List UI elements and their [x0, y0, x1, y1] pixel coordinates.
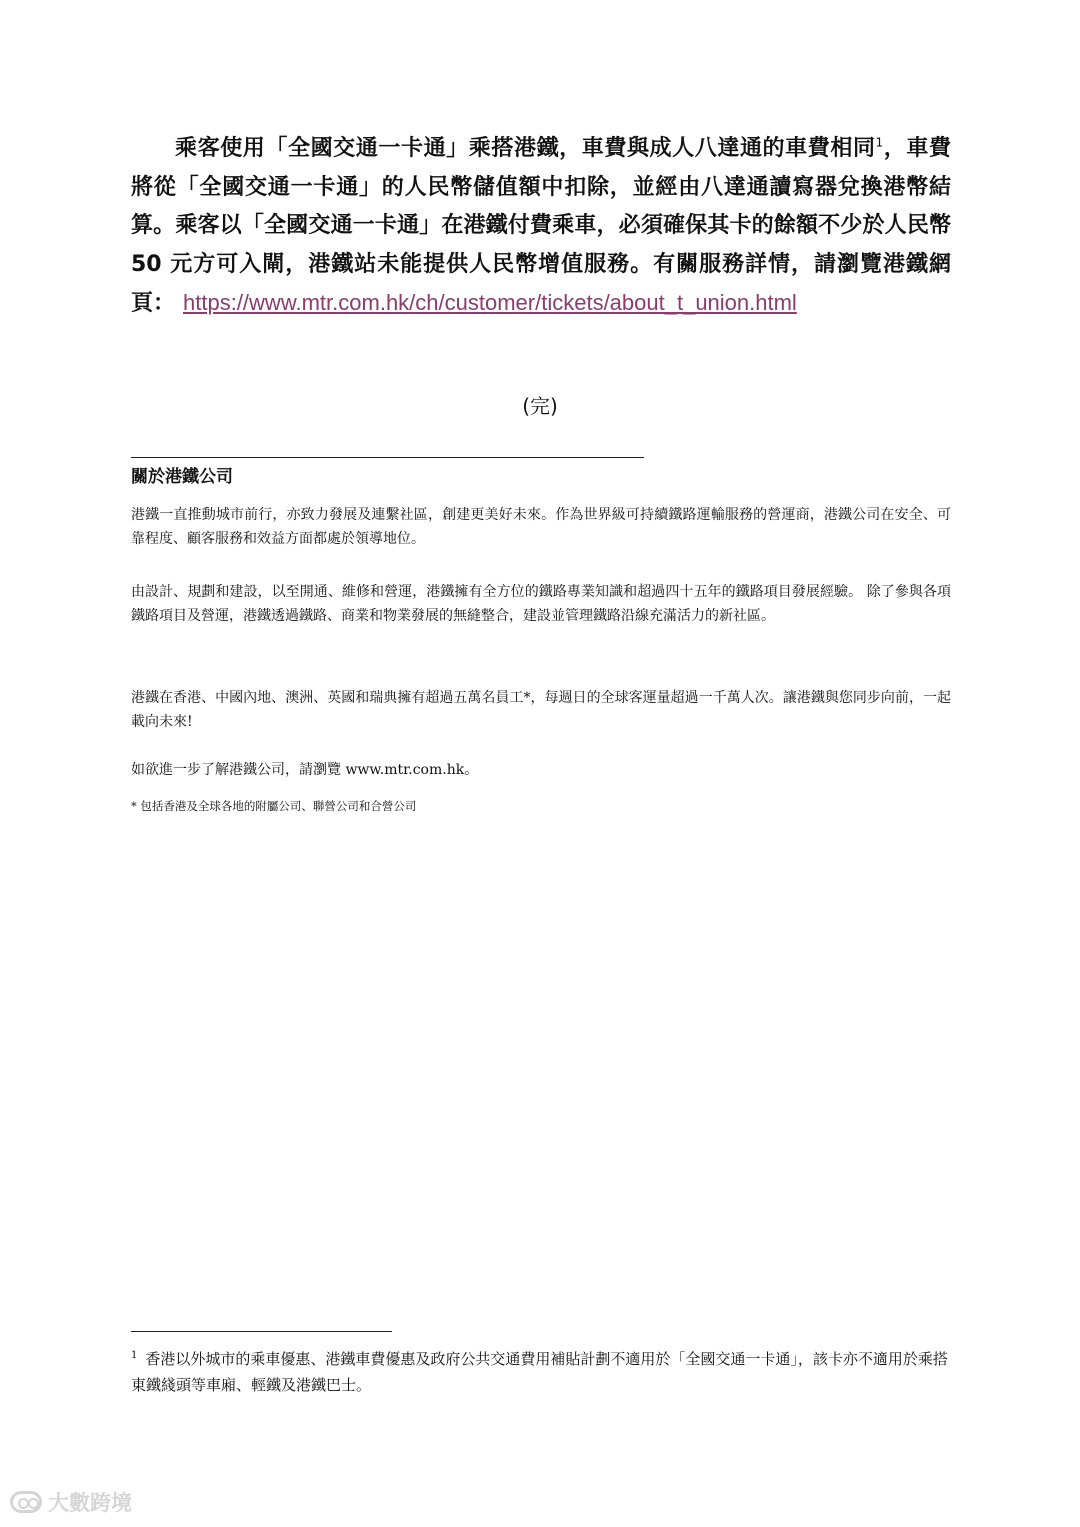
footnote-divider — [131, 1331, 392, 1332]
about-paragraph-4: 如欲進一步了解港鐵公司，請瀏覽 www.mtr.com.hk。 — [131, 762, 479, 778]
star-note: * 包括香港及全球各地的附屬公司、聯營公司和合營公司 — [131, 799, 417, 813]
about-heading: 關於港鐵公司 — [131, 467, 233, 487]
about-paragraph-2: 由設計、規劃和建設，以至開通、維修和營運，港鐵擁有全方位的鐵路專業知識和超過四十五年的鐵路項目發展經驗。 除了參與各項鐵路項目及營運，港鐵透過鐵路、商業和物業發展的無縫整合，建設並管理鐵路沿線充滿活力的新社區。 — [131, 584, 951, 624]
footnote — [131, 1346, 951, 1398]
footnote-text: 香港以外城市的乘車優惠、港鐵車費優惠及政府公共交通費用補貼計劃不適用於「全國交通一卡通」，該卡亦不適用於乘搭東鐵綫頭等車廂、輕鐵及港鐵巴士。 — [131, 1350, 948, 1394]
about-paragraph-3: 港鐵在香港、中國內地、澳洲、英國和瑞典擁有超過五萬名員工*，每週日的全球客運量超過一千萬人次。讓港鐵與您同步向前，一起載向未來! — [131, 690, 951, 730]
about-paragraph-1: 港鐵一直推動城市前行，亦致力發展及連繫社區，創建更美好未來。作為世界級可持續鐵路運輸服務的營運商，港鐵公司在安全、可靠程度、顧客服務和效益方面都處於領導地位。 — [131, 507, 951, 547]
footnote-marker: 1 — [131, 1350, 138, 1361]
watermark-text: 大數跨境 — [48, 1491, 132, 1515]
main-paragraph — [131, 130, 951, 324]
watermark — [10, 1487, 132, 1517]
end-mark: (完) — [522, 394, 558, 418]
footnote-ref[interactable]: 1 — [875, 135, 884, 150]
main-text-part1: 乘客使用「全國交通一卡通」乘搭港鐵，車費與成人八達通的車費相同 — [175, 136, 876, 161]
main-text-part2: ，車費將從「全國交通一卡通」的人民幣儲值額中扣除，並經由八達通讀寫器兌換港幣結算。乘客以「全國交通一卡通」在港鐵付費乘車，必須確保其卡的餘額不少於人民幣 50 元方可入閘，港鐵站未能提供人民幣增值服務。有關服務詳情，請瀏覽港鐵網頁： — [131, 136, 951, 316]
section-divider — [131, 457, 644, 458]
mtr-tickets-link[interactable]: https://www.mtr.com.hk/ch/customer/tickets/about_t_union.html — [183, 290, 797, 315]
brand-logo-icon — [10, 1491, 42, 1513]
